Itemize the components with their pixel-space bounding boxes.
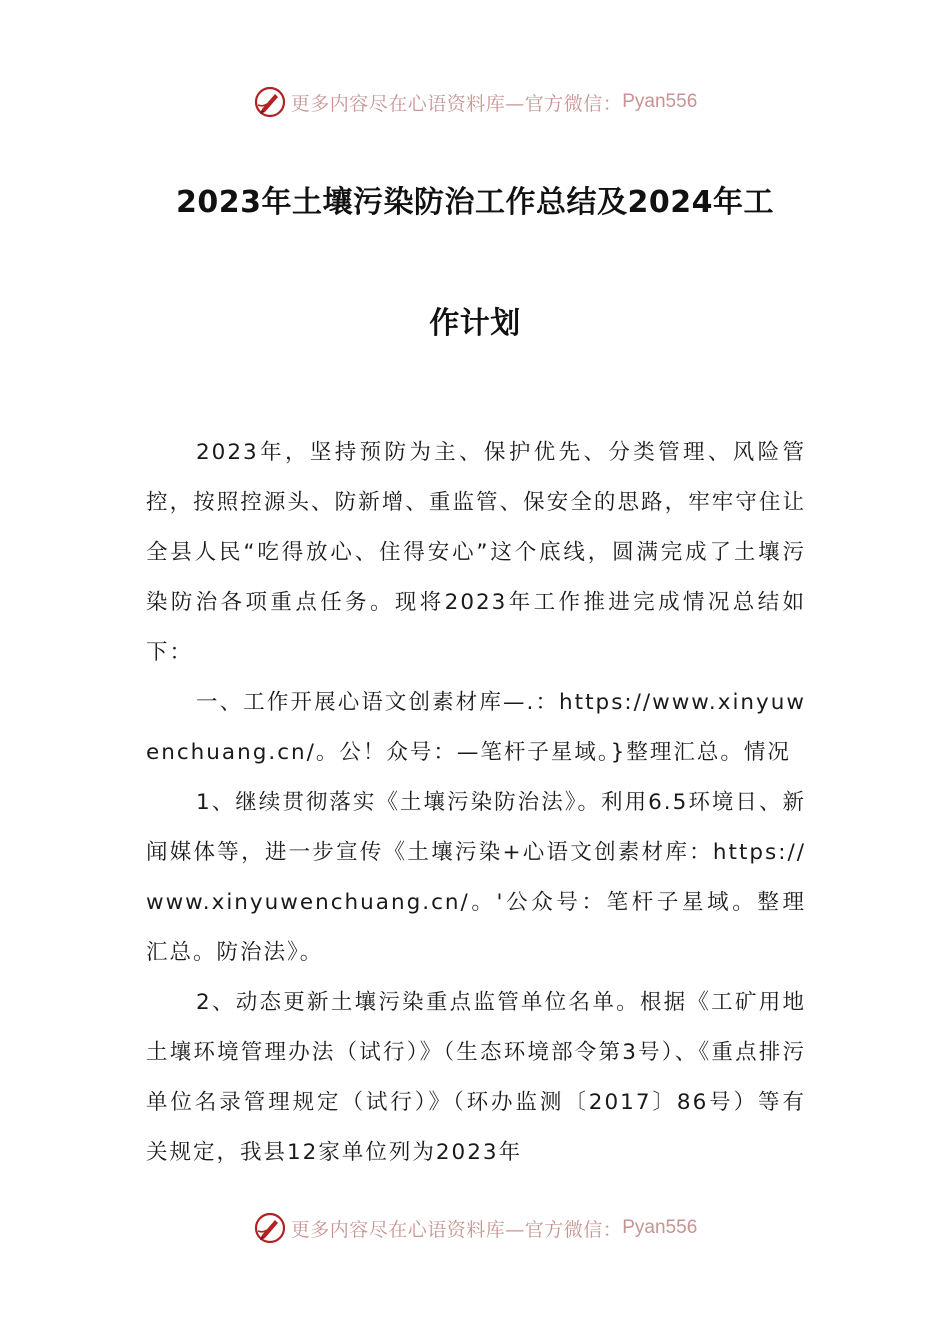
paragraph-section-1-heading: 一、工作开展心语文创素材库—.：https://www.xinyuwenchuang.cn/。公！众号：—笔杆子星域。}整理汇总。情况 [146, 690, 806, 765]
watermark-wechat-id: Pyan556 [622, 1217, 698, 1238]
watermark-banner-bottom [0, 1208, 950, 1248]
document-title-line-1: 2023年土壤污染防治工作总结及2024年工 [176, 185, 774, 220]
watermark-text: 更多内容尽在心语资料库—官方微信： [290, 1218, 623, 1241]
paragraph-item-2: 2、动态更新土壤污染重点监管单位名单。根据《工矿用地土壤环境管理办法（试行）》（生态环境部令第3号）、《重点排污单位名录管理规定（试行）》（环办监测〔2017〕86号）等有关规定，我县12家单位列为2023年 [146, 990, 806, 1165]
watermark-text: 更多内容尽在心语资料库—官方微信： [290, 92, 623, 115]
pen-logo-icon [253, 1211, 287, 1245]
paragraph-item-1: 1、继续贯彻落实《土壤污染防治法》。利用6.5环境日、新闻媒体等，进一步宣传《土壤污染+心语文创素材库：https://www.xinyuwenchuang.cn/。'公众号：笔杆子星域。整理汇总。防治法》。 [146, 790, 806, 965]
paragraph-intro: 2023年，坚持预防为主、保护优先、分类管理、风险管控，按照控源头、防新增、重监管、保安全的思路，牢牢守住让全县人民“吃得放心、住得安心”这个底线，圆满完成了土壤污染防治各项重点任务。现将2023年工作推进完成情况总结如下： [146, 440, 806, 665]
watermark-wechat-id: Pyan556 [622, 91, 698, 112]
document-body [146, 428, 806, 1178]
pen-logo-icon [253, 85, 287, 119]
document-title-line-2: 作计划 [429, 306, 521, 341]
watermark-banner-top [0, 82, 950, 122]
